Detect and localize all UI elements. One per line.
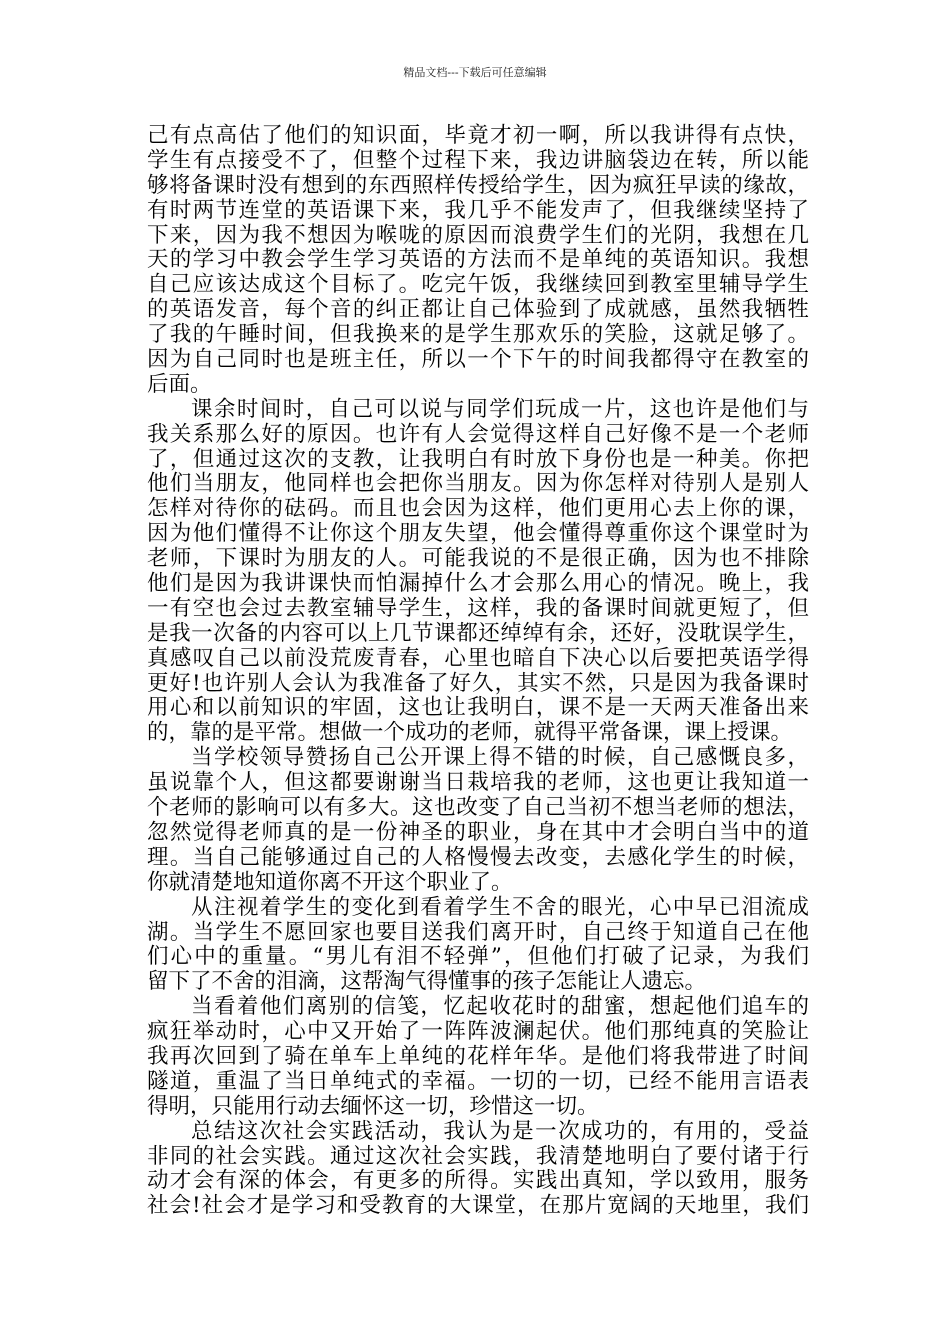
text-line: 够将备课时没有想到的东西照样传授给学生，因为疯狂早读的缘故， xyxy=(147,172,809,198)
paragraph xyxy=(147,896,809,996)
document-body xyxy=(147,124,809,1219)
text-line: 得明，只能用行动去缅怀这一切，珍惜这一切。 xyxy=(147,1093,599,1119)
text-line: 当学校领导赞扬自己公开课上得不错的时候，自己感慨良多， xyxy=(191,745,809,771)
text-line: 我再次回到了骑在单车上单纯的花样年华。是他们将我带进了时间 xyxy=(147,1043,809,1069)
text-line: 虽说靠个人，但这都要谢谢当日栽培我的老师，这也更让我知道一 xyxy=(147,770,809,796)
text-line: 课余时间时，自己可以说与同学们玩成一片，这也许是他们与 xyxy=(191,396,809,422)
text-line: 湖。当学生不愿回家也要目送我们离开时，自己终于知道自己在他 xyxy=(147,919,809,945)
text-line: 理。当自己能够通过自己的人格慢慢去改变，去感化学生的时候， xyxy=(147,844,809,870)
text-line: 老师，下课时为朋友的人。可能我说的不是很正确，因为也不排除 xyxy=(147,546,809,572)
paragraph xyxy=(147,746,809,895)
text-line: 自己应该达成这个目标了。吃完午饭，我继续回到教室里辅导学生 xyxy=(147,272,809,298)
text-line: 了我的午睡时间，但我换来的是学生那欢乐的笑脸，这就足够了。 xyxy=(147,322,809,348)
text-line: 用心和以前知识的牢固，这也让我明白，课不是一天两天准备出来 xyxy=(147,695,809,721)
text-line: 一有空也会过去教室辅导学生，这样，我的备课时间就更短了，但 xyxy=(147,595,809,621)
text-line: 动才会有深的体会，有更多的所得。实践出真知，学以致用，服务 xyxy=(147,1168,809,1194)
text-line: 当看着他们离别的信笺，忆起收花时的甜蜜，想起他们追车的 xyxy=(191,994,809,1020)
text-line: 总结这次社会实践活动，我认为是一次成功的，有用的，受益 xyxy=(191,1118,809,1144)
text-line: 们心中的重量。“男儿有泪不轻弹”，但他们打破了记录，为我们 xyxy=(147,944,809,970)
text-line: 你就清楚地知道你离不开这个职业了。 xyxy=(147,869,513,895)
text-line: 天的学习中教会学生学习英语的方法而不是单纯的英语知识。我想 xyxy=(147,247,809,273)
text-line: 真感叹自己以前没荒废青春，心里也暗自下决心以后要把英语学得 xyxy=(147,645,809,671)
paragraph xyxy=(147,1120,809,1220)
text-line: 社会!社会才是学习和受教育的大课堂，在那片宽阔的天地里，我们 xyxy=(147,1193,809,1219)
text-line: 后面。 xyxy=(147,371,212,397)
text-line: 因为自己同时也是班主任，所以一个下午的时间我都得守在教室的 xyxy=(147,347,809,373)
text-line: 留下了不舍的泪滴，这帮淘气得懂事的孩子怎能让人遗忘。 xyxy=(147,969,707,995)
text-line: 疯狂举动时，心中又开始了一阵阵波澜起伏。他们那纯真的笑脸让 xyxy=(147,1019,809,1045)
paragraph xyxy=(147,398,809,746)
paragraph xyxy=(147,995,809,1119)
text-line: 有时两节连堂的英语课下来，我几乎不能发声了，但我继续坚持了 xyxy=(147,197,809,223)
text-line: 了，但通过这次的支教，让我明白有时放下身份也是一种美。你把 xyxy=(147,446,809,472)
text-line: 己有点高估了他们的知识面，毕竟才初一啊，所以我讲得有点快， xyxy=(147,123,809,148)
paragraph xyxy=(147,124,809,398)
text-line: 下来，因为我不想因为喉咙的原因而浪费学生们的光阴，我想在几 xyxy=(147,222,809,248)
text-line: 个老师的影响可以有多大。这也改变了自己当初不想当老师的想法， xyxy=(147,795,809,821)
text-line: 是我一次备的内容可以上几节课都还绰绰有余，还好，没耽误学生， xyxy=(147,620,809,646)
page-header-note: 精品文档---下载后可任意编辑 xyxy=(403,66,547,79)
text-line: 我关系那么好的原因。也许有人会觉得这样自己好像不是一个老师 xyxy=(147,421,809,447)
text-line: 怎样对待你的砝码。而且也会因为这样，他们更用心去上你的课， xyxy=(147,496,809,522)
text-line: 从注视着学生的变化到看着学生不舍的眼光，心中早已泪流成 xyxy=(191,894,809,920)
text-line: 因为他们懂得不让你这个朋友失望，他会懂得尊重你这个课堂时为 xyxy=(147,521,809,547)
text-line: 他们是因为我讲课快而怕漏掉什么才会那么用心的情况。晚上，我 xyxy=(147,571,809,597)
text-line: 学生有点接受不了，但整个过程下来，我边讲脑袋边在转，所以能 xyxy=(147,147,809,173)
text-line: 的英语发音，每个音的纠正都让自己体验到了成就感，虽然我牺牲 xyxy=(147,297,809,323)
text-line: 忽然觉得老师真的是一份神圣的职业，身在其中才会明白当中的道 xyxy=(147,819,809,845)
text-line: 非同的社会实践。通过这次社会实践，我清楚地明白了要付诸于行 xyxy=(147,1143,809,1169)
text-line: 更好!也许别人会认为我准备了好久，其实不然，只是因为我备课时 xyxy=(147,670,809,696)
text-line: 隧道，重温了当日单纯式的幸福。一切的一切，已经不能用言语表 xyxy=(147,1068,809,1094)
text-line: 他们当朋友，他同样也会把你当朋友。因为你怎样对待别人是别人 xyxy=(147,471,809,497)
text-line: 的，靠的是平常。想做一个成功的老师，就得平常备课，课上授课。 xyxy=(147,720,793,746)
